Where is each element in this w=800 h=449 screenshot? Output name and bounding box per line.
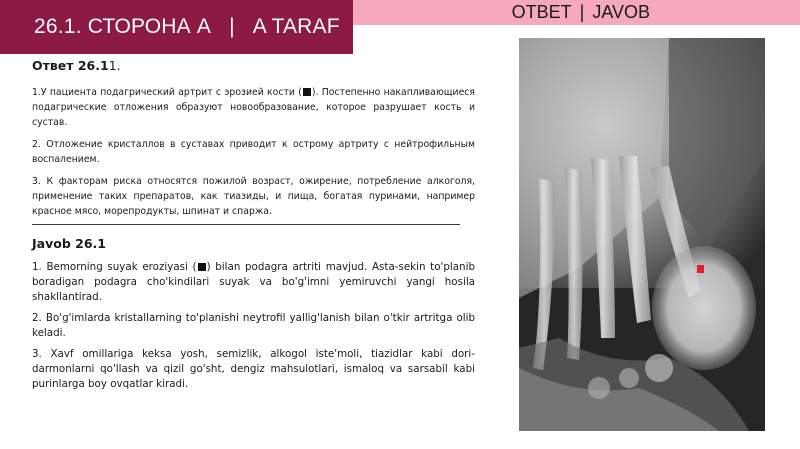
slide-title-alt: A TARAF <box>252 15 340 38</box>
uzbek-answer-point-1: 1. Bemorning suyak eroziyasi ( ) bilan podagra artriti mavjud. Asta-sekin to'planib boradigan podagra cho'kindilari suyak va bo'g'imni yemiruvchi yangi hosila shakllantirad. <box>32 261 475 303</box>
russian-answer-point-2: 2. Отложение кристаллов в суставах приводит к острому артриту с нейтрофильным воспалением. <box>32 139 475 165</box>
slide-title: 26.1. СТОРОНА А <box>34 15 212 38</box>
russian-answer-section <box>32 58 475 226</box>
answer-separator: | <box>579 2 585 22</box>
russian-answer-point-3: 3. К факторам риска относятся пожилой возраст, ожирение, потребление алкоголя, применение таких препаратов, как тиазиды, и пища, богатая пуринами, например красное мясо, морепродукты, шпинат и спаржа. <box>32 176 475 217</box>
uzbek-answer-section <box>32 236 475 398</box>
erosion-location-marker <box>697 265 704 273</box>
foot-xray-image <box>519 38 765 431</box>
section-divider <box>32 224 460 225</box>
answer-label-uz: JAVOB <box>592 2 650 22</box>
russian-answer-heading: Ответ 26.11. <box>32 58 121 73</box>
xray-illustration <box>519 38 765 431</box>
answer-banner <box>353 0 800 25</box>
uzbek-answer-point-3: 3. Xavf omillariga keksa yosh, semizlik, alkogol iste'moli, tiazidlar kabi dori-darmonlarni qo'llash va qizil go'sht, dengiz mahsulotlari, ismaloq va sarsabil kabi purinlarga boy ovqatlar kiradi. <box>32 348 475 390</box>
erosion-marker-icon <box>198 263 206 271</box>
uzbek-answer-point-2: 2. Bo'g'imlarda kristallarning to'planishi neytrofil yallig'lanish bilan o'tkir artritga olib keladi. <box>32 312 475 339</box>
erosion-marker-icon <box>303 88 311 96</box>
uzbek-answer-heading: Javob 26.1 <box>32 236 106 251</box>
answer-label-ru: ОТВЕТ <box>511 2 572 22</box>
russian-answer-point-1: 1.У пациента подагрический артрит с эрозией кости ( ). Постепенно накапливающиеся подагрические отложения образуют новообразование, которое разрушает кость и сустав. <box>32 87 476 128</box>
title-separator: | <box>229 15 235 38</box>
slide-title-bar <box>0 0 353 54</box>
